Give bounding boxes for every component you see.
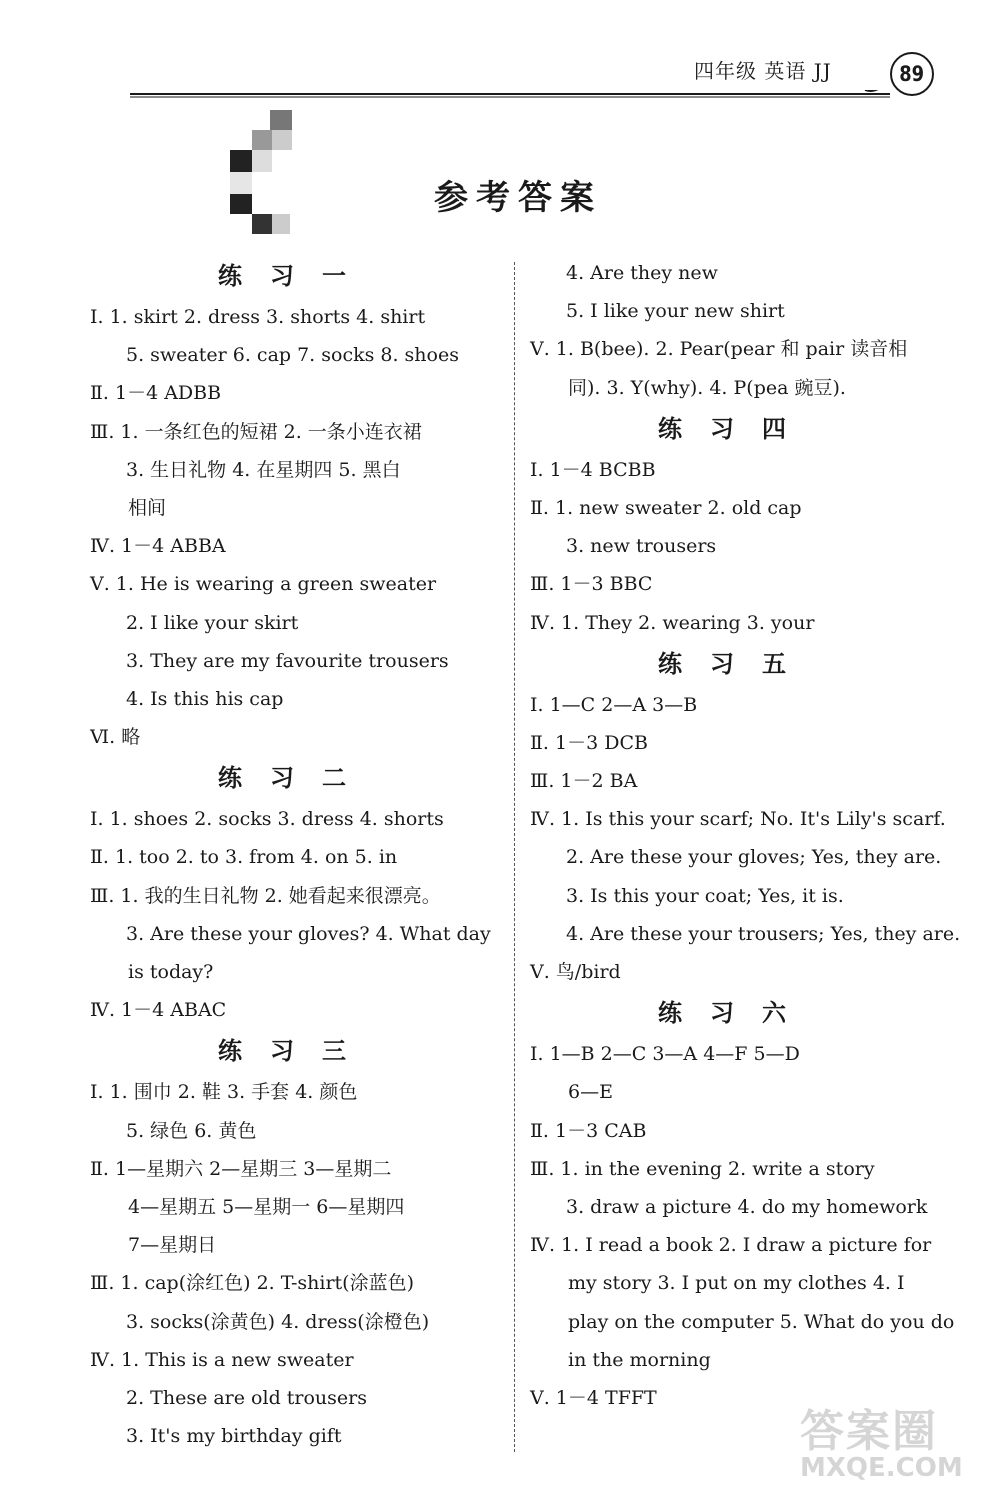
answer-line: Ⅵ. 略 — [90, 726, 141, 749]
section-heading: 练习三 — [218, 1036, 374, 1066]
right-column — [530, 254, 961, 1417]
answer-line: Ⅱ. 1. new sweater 2. old cap — [530, 496, 802, 519]
answer-line: Ⅰ. 1. 围巾 2. 鞋 3. 手套 4. 颜色 — [90, 1081, 358, 1104]
answer-line: 2. Are these your gloves; Yes, they are. — [566, 846, 942, 869]
decorative-mosaic — [230, 110, 300, 235]
column-divider — [514, 262, 515, 1452]
answer-line: 4. Is this his cap — [126, 687, 284, 710]
answer-line: Ⅰ. 1－4 BCBB — [530, 458, 656, 481]
answer-line: 3. draw a picture 4. do my homework — [566, 1195, 928, 1218]
answer-line: Ⅴ. 鸟/bird — [530, 961, 621, 983]
answer-line: Ⅰ. 1—C 2—A 3—B — [530, 693, 698, 716]
answer-line: 5. sweater 6. cap 7. socks 8. shoes — [126, 344, 459, 367]
section-heading: 练习五 — [658, 648, 814, 678]
answer-line: Ⅳ. 1. Is this your scarf; No. It's Lily's scarf. — [530, 808, 946, 831]
answer-line: 5. I like your new shirt — [566, 300, 785, 323]
answer-line: 4—星期五 5—星期一 6—星期四 — [128, 1195, 405, 1218]
answer-line: 3. They are my favourite trousers — [126, 649, 449, 672]
section-heading: 练习二 — [218, 763, 374, 793]
page-title: 参考答案 — [434, 178, 602, 218]
page-number: 89 — [899, 62, 925, 86]
answer-line: Ⅲ. 1. 我的生日礼物 2. 她看起来很漂亮。 — [90, 884, 441, 907]
answer-line: Ⅲ. 1. in the evening 2. write a story — [530, 1157, 875, 1180]
section-heading: 练习六 — [658, 998, 814, 1028]
answer-line: in the morning — [568, 1348, 711, 1371]
watermark-logo: 答案圈 MXQE.COM — [800, 1406, 963, 1483]
answer-line: 2. I like your skirt — [126, 611, 299, 634]
answer-line: Ⅱ. 1－3 DCB — [530, 731, 648, 754]
answer-line: Ⅳ. 1－4 ABBA — [90, 535, 226, 558]
answer-line: Ⅱ. 1—星期六 2—星期三 3—星期二 — [90, 1157, 392, 1180]
answer-line: 4. Are these your trousers; Yes, they are. — [566, 922, 961, 945]
left-column — [90, 254, 502, 1455]
answer-line: Ⅰ. 1—B 2—C 3—A 4—F 5—D — [530, 1043, 800, 1066]
answer-line: 3. socks(涂黄色) 4. dress(涂橙色) — [126, 1310, 430, 1333]
answer-line: 3. It's my birthday gift — [126, 1425, 342, 1448]
section-heading: 练习四 — [658, 413, 814, 443]
answer-line: Ⅱ. 1－4 ADBB — [90, 382, 222, 405]
answer-line: play on the computer 5. What do you do — [568, 1310, 955, 1333]
answer-line: Ⅲ. 1. 一条红色的短裙 2. 一条小连衣裙 — [90, 420, 422, 443]
answer-line: Ⅲ. 1－2 BA — [530, 770, 638, 793]
answer-line: Ⅴ. 1. He is wearing a green sweater — [90, 573, 437, 596]
answer-line: 6—E — [568, 1081, 613, 1104]
answer-line: 3. new trousers — [566, 535, 717, 558]
answer-line: 相间 — [128, 496, 167, 519]
answer-line: 3. Is this your coat; Yes, it is. — [566, 884, 844, 907]
answer-line: Ⅴ. 1. B(bee). 2. Pear(pear 和 pair 读音相 — [530, 338, 908, 361]
answer-line: Ⅳ. 1. They 2. wearing 3. your — [530, 611, 815, 634]
answer-line: 4. Are they new — [566, 262, 718, 284]
page-header-text: 四年级 英语 JJ — [694, 59, 832, 83]
answer-line: Ⅱ. 1－3 CAB — [530, 1119, 647, 1142]
answer-line: my story 3. I put on my clothes 4. I — [568, 1272, 905, 1295]
answer-line: 5. 绿色 6. 黄色 — [126, 1119, 257, 1142]
answer-line: 7—星期日 — [128, 1234, 217, 1257]
answer-line: Ⅲ. 1－3 BBC — [530, 573, 653, 596]
answer-line: Ⅳ. 1. This is a new sweater — [90, 1348, 354, 1371]
answer-line: Ⅴ. 1－4 TFFT — [530, 1386, 657, 1409]
answer-line: 3. 生日礼物 4. 在星期四 5. 黑白 — [126, 458, 401, 481]
answer-line: 2. These are old trousers — [126, 1386, 367, 1409]
page-number-badge — [890, 52, 934, 96]
section-heading: 练习一 — [218, 261, 374, 290]
answer-line: Ⅳ. 1. I read a book 2. I draw a picture for — [530, 1234, 932, 1257]
answer-line: 同). 3. Y(why). 4. P(pea 豌豆). — [568, 376, 846, 399]
answer-line: Ⅰ. 1. skirt 2. dress 3. shorts 4. shirt — [90, 306, 426, 328]
header-rule — [130, 90, 890, 98]
answer-line: Ⅲ. 1. cap(涂红色) 2. T-shirt(涂蓝色) — [90, 1272, 414, 1295]
answer-line: Ⅱ. 1. too 2. to 3. from 4. on 5. in — [90, 846, 398, 869]
answer-line: 3. Are these your gloves? 4. What day — [126, 922, 491, 945]
answer-line: is today? — [128, 961, 214, 983]
answer-line: Ⅰ. 1. shoes 2. socks 3. dress 4. shorts — [90, 808, 444, 831]
answer-line: Ⅳ. 1－4 ABAC — [90, 999, 227, 1022]
